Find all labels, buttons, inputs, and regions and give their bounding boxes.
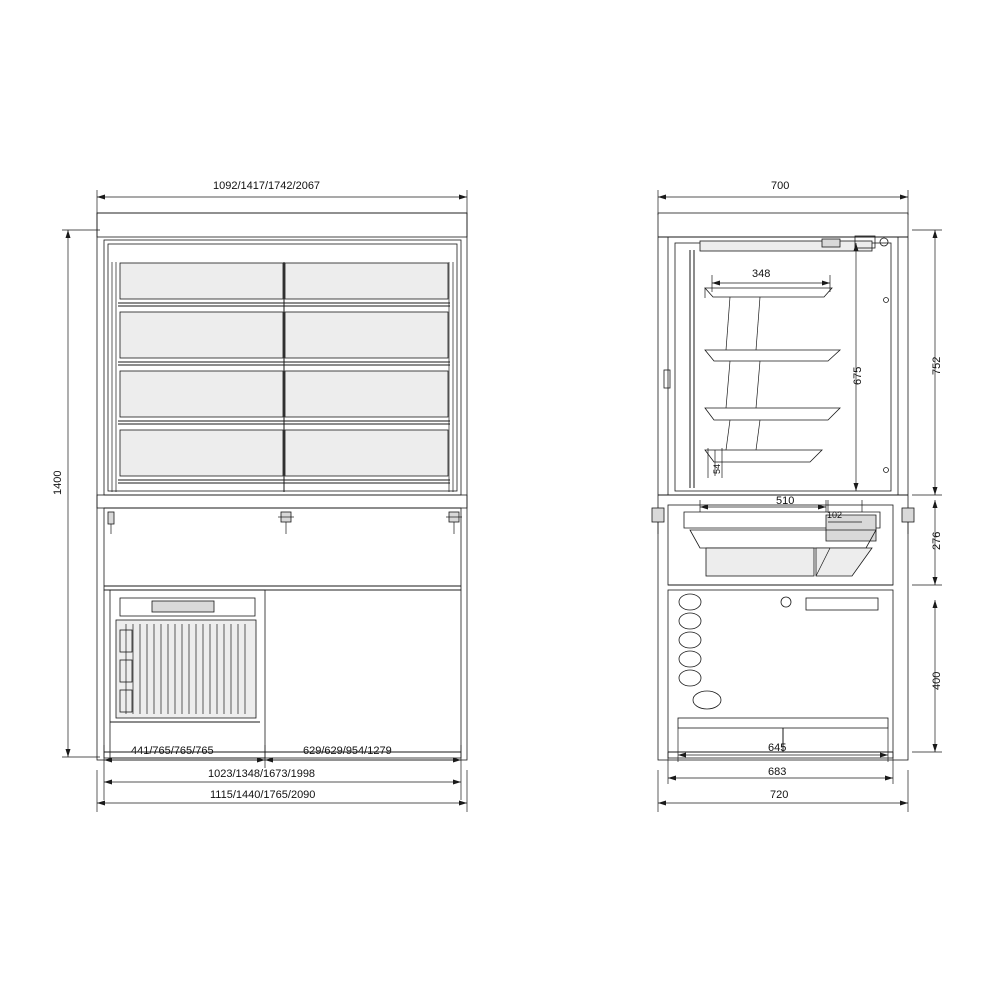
dim-label-side-outer-depth: 720 [770, 789, 789, 801]
dim-label-side-glass-height: 675 [852, 366, 864, 385]
front-elevation-view [62, 190, 467, 812]
dim-label-side-deck-offset: 102 [827, 510, 843, 520]
dim-label-side-base-height: 400 [931, 671, 943, 690]
dim-label-front-base-left: 441/765/765/765 [131, 745, 214, 757]
dim-label-side-deck-height: 276 [931, 531, 943, 550]
dim-label-side-frame-depth: 683 [768, 766, 787, 778]
dim-label-side-cabinet-height: 752 [931, 356, 943, 375]
dim-label-side-top-depth: 700 [771, 180, 790, 192]
dim-label-side-deck-depth: 510 [776, 495, 795, 507]
dim-label-front-bottom-total: 1115/1440/1765/2090 [210, 789, 316, 801]
dim-label-front-top-width: 1092/1417/1742/2067 [213, 180, 321, 192]
front-latches [108, 512, 462, 534]
dim-label-front-overall-height: 1400 [52, 470, 64, 495]
dim-label-front-mid-total: 1023/1348/1673/1998 [208, 768, 316, 780]
pipe-coils [679, 594, 721, 709]
dim-label-side-small-depth: 54 [712, 463, 722, 474]
dim-label-side-inner-depth: 645 [768, 742, 787, 754]
dim-label-front-base-right: 629/629/954/1279 [303, 745, 392, 757]
dim-label-side-shelf-depth: 348 [752, 268, 771, 280]
shelf-brackets [705, 288, 840, 462]
side-section-view [652, 190, 942, 812]
